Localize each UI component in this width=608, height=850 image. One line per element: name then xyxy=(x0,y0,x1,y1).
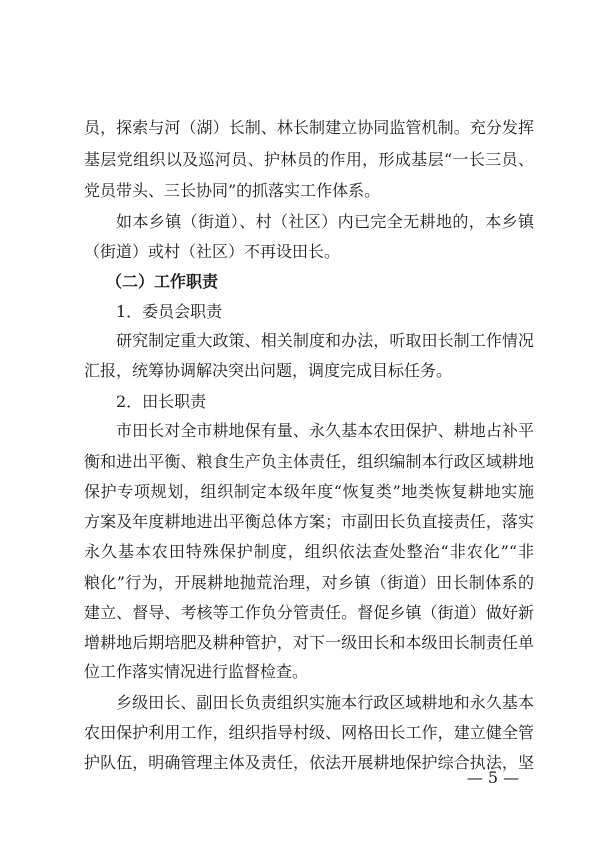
subsection-heading: 2．田长职责 xyxy=(116,392,207,411)
body-line: 汇报，统筹协调解决突出问题，调度完成目标任务。 xyxy=(84,361,453,380)
body-line: 农田保护利用工作，组织指导村级、网格田长工作，建立健全管 xyxy=(84,723,534,742)
body-line: 位工作落实情况进行监督检查。 xyxy=(84,662,309,681)
body-line: 建立、督导、考核等工作负分管责任。督促乡镇（街道）做好新 xyxy=(84,603,534,622)
body-line: 护队伍，明确管理主体及责任，依法开展耕地保护综合执法，坚 xyxy=(84,753,534,772)
section-heading: （二）工作职责 xyxy=(106,272,219,291)
page-number: — 5 — xyxy=(466,768,520,787)
body-line: 永久基本农田特殊保护制度，组织依法查处整治“非农化”“非 xyxy=(84,542,534,561)
paragraph-first-line: 如本乡镇（街道）、村（社区）内已完全无耕地的，本乡镇 xyxy=(116,212,534,231)
body-line: 党员带头、三长协同”的抓落实工作体系。 xyxy=(84,181,381,200)
body-line: 衡和进出平衡、粮食生产负主体责任，组织编制本行政区域耕地 xyxy=(84,452,534,471)
body-line: 增耕地后期培肥及耕种管护，对下一级田长和本级田长制责任单 xyxy=(84,633,534,652)
paragraph-first-line: 市田长对全市耕地保有量、永久基本农田保护、耕地占补平 xyxy=(116,421,534,440)
body-line: 粮化”行为，开展耕地抛荒治理，对乡镇（街道）田长制体系的 xyxy=(84,573,534,592)
body-line: （街道）或村（社区）不再设田长。 xyxy=(84,242,341,261)
paragraph-first-line: 研究制定重大政策、相关制度和办法，听取田长制工作情况 xyxy=(116,331,534,350)
body-line: 基层党组织以及巡河员、护林员的作用，形成基层“一长三员、 xyxy=(84,150,534,169)
body-line: 方案及年度耕地进出平衡总体方案；市副田长负直接责任，落实 xyxy=(84,512,534,531)
body-line: 保护专项规划，组织制定本级年度“恢复类”地类恢复耕地实施 xyxy=(84,482,534,501)
subsection-heading: 1．委员会职责 xyxy=(116,302,223,321)
paragraph-first-line: 乡级田长、副田长负责组织实施本行政区域耕地和永久基本 xyxy=(116,693,534,712)
body-line: 员，探索与河（湖）长制、林长制建立协同监管机制。充分发挥 xyxy=(84,118,534,137)
